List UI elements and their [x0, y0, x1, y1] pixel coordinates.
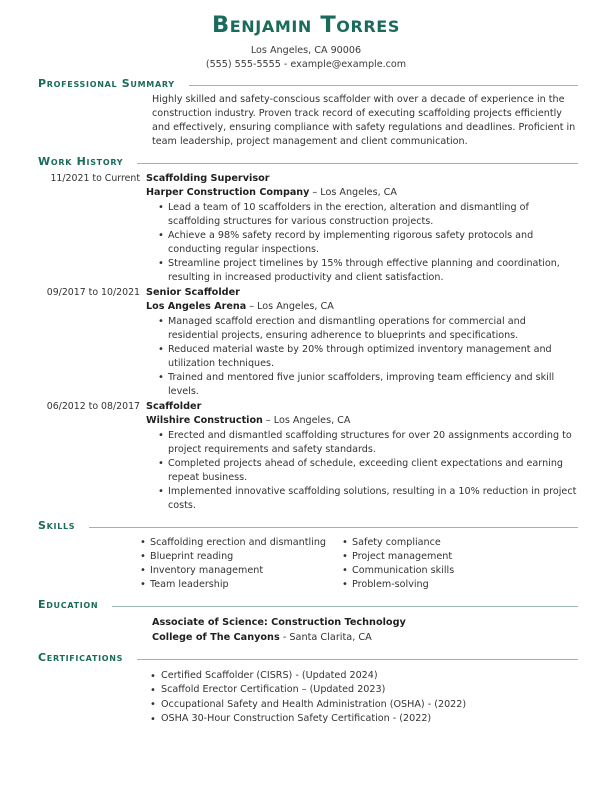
- section-title: Professional Summary: [38, 77, 175, 91]
- contact-location: Los Angeles, CA 90006: [250, 45, 362, 57]
- job-details: [146, 172, 578, 285]
- job-bullet: • Achieve a 98% safety record by implementing rigorous safety protocols and conducting regular inspections.: [158, 229, 578, 257]
- skill-item: • Safety compliance: [342, 536, 544, 550]
- job-dates: 06/2012 to 08/2017: [46, 401, 140, 413]
- job-dates: 11/2021 to Current: [50, 173, 140, 185]
- job-company-line: [146, 300, 578, 314]
- job-bullet: • Streamline project timelines by 15% through effective planning and coordination, resulting in increased productivity and client satisfaction.: [158, 257, 578, 285]
- job-separator: –: [246, 301, 258, 313]
- certification-item: • Scaffold Erector Certification – (Updated 2023): [150, 683, 578, 697]
- skills-column-left: [140, 536, 342, 592]
- job-bullet: • Trained and mentored five junior scaffolders, improving team efficiency and skill levels.: [158, 371, 578, 399]
- job-bullet: • Erected and dismantled scaffolding structures for over 20 assignments according to project requirements and safety standards.: [158, 429, 578, 457]
- section-header-skills: [0, 519, 612, 532]
- job-bullet-list: [146, 429, 578, 513]
- skill-item: • Blueprint reading: [140, 550, 342, 564]
- job-dates: 09/2017 to 10/2021: [46, 287, 140, 299]
- section-header-work-history: [0, 155, 612, 168]
- contact-block: [0, 44, 612, 71]
- job-separator: –: [309, 187, 321, 199]
- section-header-education: [0, 598, 612, 611]
- work-history-entry: [38, 286, 578, 399]
- job-bullet: • Completed projects ahead of schedule, exceeding client expectations and earning repeat business.: [158, 457, 578, 485]
- section-title: Work History: [38, 155, 124, 169]
- summary-paragraph: Highly skilled and safety-conscious scaffolder with over a decade of experience in the construction industry. Proven track record of executing scaffolding projects efficiently and effectively, ensuring compliance with safety regulations and deadlines. Proficient in team leadership, project management and client communication.: [152, 94, 576, 148]
- job-bullet: • Implemented innovative scaffolding solutions, resulting in a 10% reduction in project costs.: [158, 485, 578, 513]
- education-degree: [152, 616, 578, 630]
- job-company: Wilshire Construction: [146, 415, 263, 427]
- section-divider: [112, 606, 578, 607]
- work-history-entry: [38, 172, 578, 285]
- skill-item: • Problem-solving: [342, 578, 544, 592]
- section-education: [0, 598, 612, 645]
- job-title: Scaffolder: [146, 401, 202, 413]
- certification-item: • OSHA 30-Hour Construction Safety Certification - (2022): [150, 712, 578, 726]
- section-title: Skills: [38, 519, 76, 533]
- job-location: Los Angeles, CA: [320, 187, 397, 199]
- section-body-certifications: [0, 664, 612, 727]
- certification-item: • Certified Scaffolder (CISRS) - (Updated 2024): [150, 669, 578, 683]
- job-bullet: • Lead a team of 10 scaffolders in the erection, alteration and dismantling of scaffolding structures for various construction projects.: [158, 201, 578, 229]
- section-divider: [137, 163, 578, 164]
- section-title: Certifications: [38, 651, 124, 665]
- job-bullet-list: [146, 201, 578, 285]
- job-bullet: • Reduced material waste by 20% through optimized inventory management and utilization techniques.: [158, 343, 578, 371]
- section-divider: [137, 659, 578, 660]
- job-title: Senior Scaffolder: [146, 287, 240, 299]
- job-company-line: [146, 186, 578, 200]
- job-company-line: [146, 414, 578, 428]
- education-separator: -: [279, 631, 290, 643]
- section-certifications: [0, 651, 612, 727]
- certifications-list-wrap: [150, 667, 578, 727]
- work-history-entry: [38, 400, 578, 513]
- skills-columns: [140, 535, 578, 592]
- section-work-history: [0, 155, 612, 513]
- section-header-professional-summary: [0, 77, 612, 90]
- skill-item: • Project management: [342, 550, 544, 564]
- section-title: Education: [38, 598, 99, 612]
- section-body-professional-summary: [0, 90, 612, 149]
- job-location: Los Angeles, CA: [273, 415, 351, 427]
- skill-item: • Team leadership: [140, 578, 342, 592]
- job-company: Harper Construction Company: [146, 187, 310, 199]
- section-skills: [0, 519, 612, 592]
- skill-item: • Inventory management: [140, 564, 342, 578]
- job-bullet-list: [146, 315, 578, 399]
- education-school-line: [152, 631, 578, 645]
- certification-item: • Occupational Safety and Health Administration (OSHA) - (2022): [150, 698, 578, 712]
- education-entry: [152, 614, 578, 645]
- job-separator: –: [262, 415, 274, 427]
- job-title: Scaffolding Supervisor: [146, 173, 270, 185]
- education-location: Santa Clarita, CA: [289, 631, 372, 643]
- education-school: College of The Canyons: [152, 631, 280, 643]
- skill-item: • Scaffolding erection and dismantling: [140, 536, 342, 550]
- section-body-skills: [0, 532, 612, 592]
- section-body-education: [0, 611, 612, 645]
- section-divider: [89, 527, 578, 528]
- skill-item: • Communication skills: [342, 564, 544, 578]
- contact-phone-email: (555) 555-5555 - example@example.com: [205, 58, 407, 70]
- section-body-work-history: [0, 168, 612, 513]
- skills-column-right: [342, 536, 544, 592]
- job-company: Los Angeles Arena: [146, 301, 247, 313]
- job-bullet: • Managed scaffold erection and dismantling operations for commercial and residential projects, ensuring adherence to blueprints and specifications.: [158, 315, 578, 343]
- job-details: [146, 400, 578, 513]
- resume-header: [0, 0, 612, 71]
- section-divider: [189, 85, 578, 86]
- job-details: [146, 286, 578, 399]
- job-location: Los Angeles, CA: [257, 301, 334, 313]
- education-degree-text: Associate of Science: Construction Technology: [152, 617, 406, 629]
- section-header-certifications: [0, 651, 612, 664]
- section-professional-summary: [0, 77, 612, 149]
- candidate-name: Benjamin Torres: [212, 12, 400, 38]
